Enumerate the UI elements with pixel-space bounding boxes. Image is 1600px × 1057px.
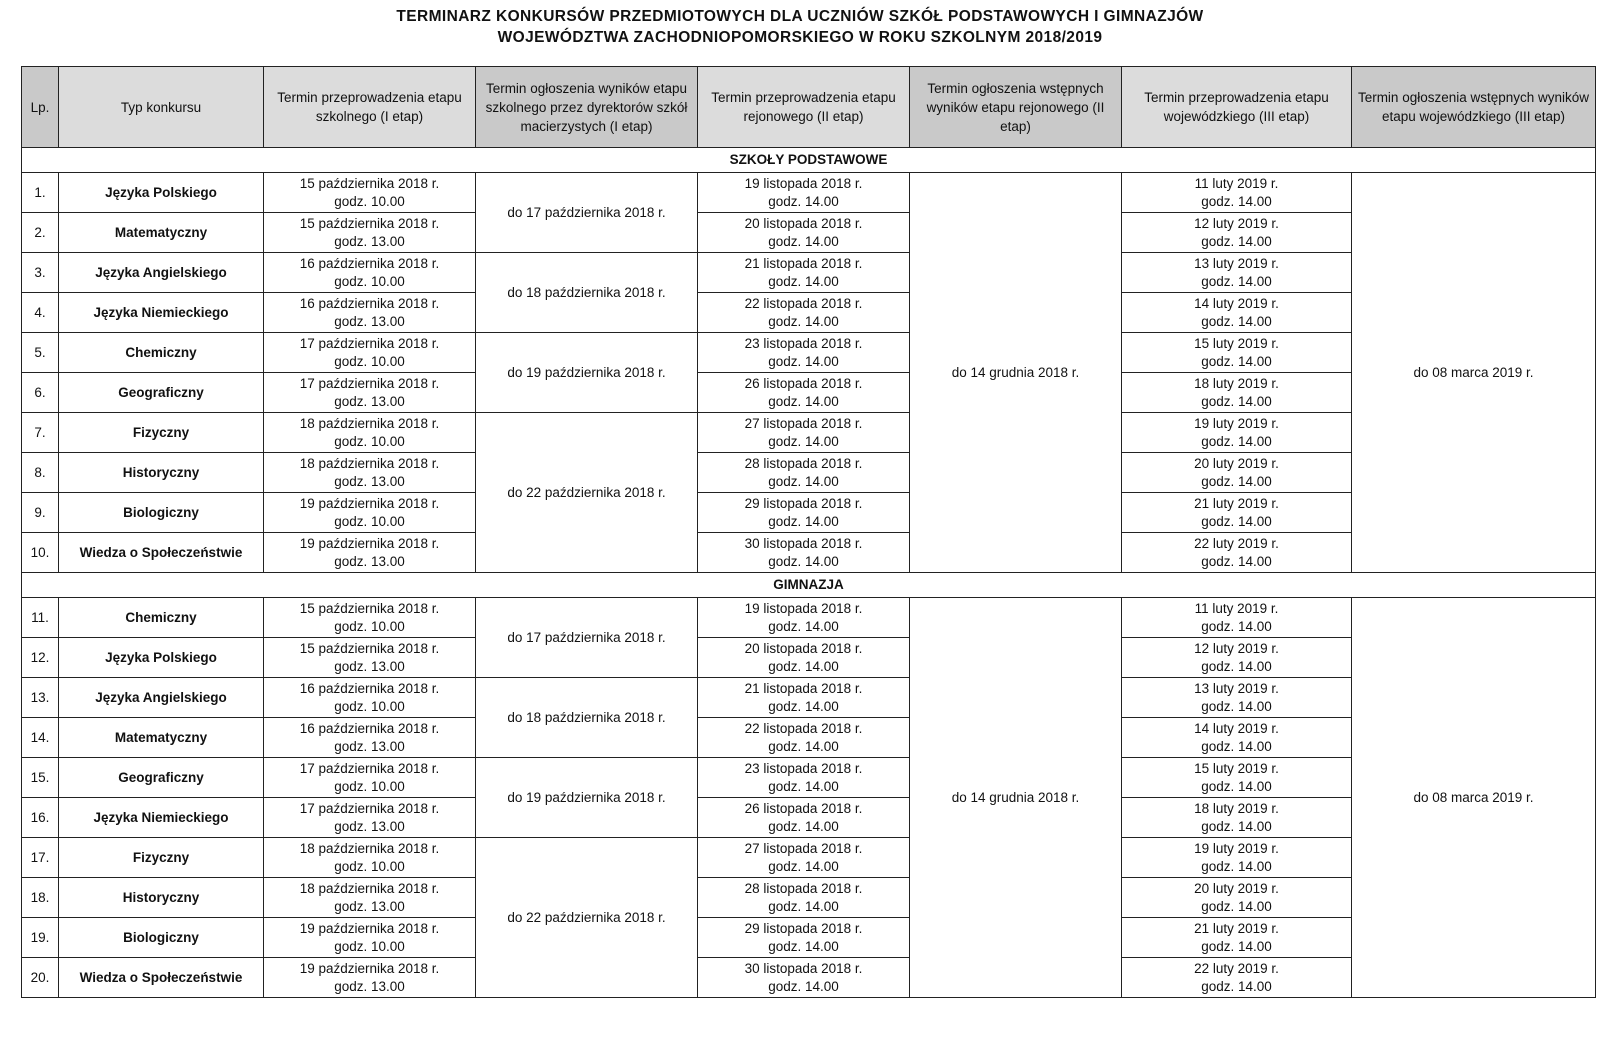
document-title: [0, 0, 1600, 48]
row-number: 20.: [22, 958, 59, 998]
competition-type: Fizyczny: [59, 838, 264, 878]
voivodeship-stage-date-line: godz. 14.00: [1201, 553, 1272, 569]
voivodeship-stage-date: [1122, 878, 1352, 918]
school-stage-date-line: godz. 10.00: [334, 698, 405, 714]
competition-type: Historyczny: [59, 878, 264, 918]
section-title: GIMNAZJA: [22, 573, 1596, 598]
competition-type: Chemiczny: [59, 333, 264, 373]
voivodeship-stage-date: [1122, 413, 1352, 453]
school-stage-date: [264, 373, 476, 413]
competition-type: Fizyczny: [59, 413, 264, 453]
regional-stage-date-line: godz. 14.00: [768, 233, 839, 249]
regional-stage-date-line: godz. 14.00: [768, 433, 839, 449]
school-stage-date-line: 17 października 2018 r.: [299, 760, 440, 776]
regional-stage-date-line: 22 listopada 2018 r.: [744, 720, 863, 736]
voivodeship-stage-date: [1122, 838, 1352, 878]
section-header-row: [22, 148, 1596, 173]
voivodeship-stage-date-line: godz. 14.00: [1201, 313, 1272, 329]
school-stage-results-date: do 19 października 2018 r.: [476, 758, 698, 838]
voivodeship-stage-date-line: 11 luty 2019 r.: [1194, 600, 1279, 616]
school-stage-date: [264, 958, 476, 998]
regional-stage-date-line: godz. 14.00: [768, 738, 839, 754]
competition-type: Historyczny: [59, 453, 264, 493]
voivodeship-stage-date-line: 19 luty 2019 r.: [1194, 415, 1279, 431]
regional-stage-date-line: godz. 14.00: [768, 898, 839, 914]
voivodeship-stage-date: [1122, 678, 1352, 718]
regional-stage-date-line: godz. 14.00: [768, 778, 839, 794]
school-stage-results-date: do 19 października 2018 r.: [476, 333, 698, 413]
school-stage-date: [264, 758, 476, 798]
school-stage-date-line: godz. 13.00: [334, 313, 405, 329]
regional-stage-date-line: 29 listopada 2018 r.: [744, 920, 863, 936]
voivodeship-stage-date: [1122, 533, 1352, 573]
school-stage-date-line: 18 października 2018 r.: [299, 880, 440, 896]
voivodeship-stage-date-line: godz. 14.00: [1201, 738, 1272, 754]
regional-stage-date: [698, 878, 910, 918]
regional-stage-date: [698, 213, 910, 253]
voivodeship-stage-date-line: godz. 14.00: [1201, 393, 1272, 409]
regional-stage-date: [698, 333, 910, 373]
row-number: 15.: [22, 758, 59, 798]
voivodeship-stage-date-line: 14 luty 2019 r.: [1194, 295, 1279, 311]
school-stage-date-line: godz. 10.00: [334, 513, 405, 529]
voivodeship-stage-date-line: godz. 14.00: [1201, 473, 1272, 489]
row-number: 13.: [22, 678, 59, 718]
school-stage-date: [264, 878, 476, 918]
school-stage-date-line: godz. 13.00: [334, 738, 405, 754]
voivodeship-results-date: do 08 marca 2019 r.: [1352, 598, 1596, 998]
voivodeship-stage-date-line: 15 luty 2019 r.: [1194, 760, 1279, 776]
regional-stage-date: [698, 173, 910, 213]
regional-stage-date-line: godz. 14.00: [768, 353, 839, 369]
regional-stage-date: [698, 638, 910, 678]
voivodeship-results-date: do 08 marca 2019 r.: [1352, 173, 1596, 573]
voivodeship-stage-date: [1122, 638, 1352, 678]
regional-stage-date-line: godz. 14.00: [768, 698, 839, 714]
regional-stage-date-line: godz. 14.00: [768, 313, 839, 329]
regional-stage-date-line: 23 listopada 2018 r.: [744, 760, 863, 776]
regional-stage-date-line: 19 listopada 2018 r.: [744, 175, 863, 191]
voivodeship-stage-date-line: godz. 14.00: [1201, 513, 1272, 529]
row-number: 8.: [22, 453, 59, 493]
school-stage-date-line: 18 października 2018 r.: [299, 455, 440, 471]
regional-stage-date-line: 21 listopada 2018 r.: [744, 680, 863, 696]
school-stage-date-line: 17 października 2018 r.: [299, 375, 440, 391]
competition-type: Języka Niemieckiego: [59, 798, 264, 838]
regional-stage-date: [698, 373, 910, 413]
school-stage-date-line: 17 października 2018 r.: [299, 800, 440, 816]
voivodeship-stage-date-line: 20 luty 2019 r.: [1194, 455, 1279, 471]
voivodeship-stage-date: [1122, 758, 1352, 798]
voivodeship-stage-date-line: 15 luty 2019 r.: [1194, 335, 1279, 351]
school-stage-date: [264, 173, 476, 213]
school-stage-date-line: 16 października 2018 r.: [299, 720, 440, 736]
regional-stage-date-line: godz. 14.00: [768, 938, 839, 954]
voivodeship-stage-date: [1122, 598, 1352, 638]
regional-stage-date: [698, 758, 910, 798]
table-row: [22, 173, 1596, 213]
header-etap3: Termin przeprowadzenia etapu wojewódzkiego (III etap): [1122, 67, 1352, 148]
regional-stage-date-line: 27 listopada 2018 r.: [744, 840, 863, 856]
competition-type: Biologiczny: [59, 918, 264, 958]
voivodeship-stage-date-line: 20 luty 2019 r.: [1194, 880, 1279, 896]
school-stage-date-line: 19 października 2018 r.: [299, 920, 440, 936]
voivodeship-stage-date-line: 18 luty 2019 r.: [1194, 800, 1279, 816]
school-stage-date: [264, 213, 476, 253]
regional-stage-date-line: 28 listopada 2018 r.: [744, 880, 863, 896]
school-stage-date: [264, 453, 476, 493]
school-stage-date: [264, 253, 476, 293]
regional-stage-date-line: 30 listopada 2018 r.: [744, 535, 863, 551]
school-stage-date-line: 16 października 2018 r.: [299, 295, 440, 311]
row-number: 11.: [22, 598, 59, 638]
voivodeship-stage-date: [1122, 253, 1352, 293]
voivodeship-stage-date-line: 22 luty 2019 r.: [1194, 960, 1279, 976]
regional-results-date: do 14 grudnia 2018 r.: [910, 598, 1122, 998]
competition-type: Matematyczny: [59, 213, 264, 253]
school-stage-date-line: godz. 13.00: [334, 233, 405, 249]
competition-type: Języka Niemieckiego: [59, 293, 264, 333]
title-line-2: WOJEWÓDZTWA ZACHODNIOPOMORSKIEGO W ROKU SZKOLNYM 2018/2019: [497, 29, 1103, 46]
regional-stage-date-line: 23 listopada 2018 r.: [744, 335, 863, 351]
school-stage-date-line: 17 października 2018 r.: [299, 335, 440, 351]
school-stage-results-date: do 17 października 2018 r.: [476, 173, 698, 253]
header-etap1: Termin przeprowadzenia etapu szkolnego (I etap): [264, 67, 476, 148]
school-stage-date-line: 18 października 2018 r.: [299, 415, 440, 431]
regional-stage-date-line: godz. 14.00: [768, 553, 839, 569]
voivodeship-stage-date-line: godz. 14.00: [1201, 938, 1272, 954]
school-stage-date: [264, 838, 476, 878]
regional-stage-date-line: godz. 14.00: [768, 393, 839, 409]
school-stage-date-line: 16 października 2018 r.: [299, 680, 440, 696]
section-header-row: [22, 573, 1596, 598]
voivodeship-stage-date-line: 18 luty 2019 r.: [1194, 375, 1279, 391]
school-stage-date-line: 15 października 2018 r.: [299, 175, 440, 191]
school-stage-date-line: 15 października 2018 r.: [299, 215, 440, 231]
regional-stage-date-line: godz. 14.00: [768, 273, 839, 289]
header-lp: Lp.: [22, 67, 59, 148]
title-line-1: TERMINARZ KONKURSÓW PRZEDMIOTOWYCH DLA UCZNIÓW SZKÓŁ PODSTAWOWYCH I GIMNAZJÓW: [396, 8, 1204, 25]
school-stage-results-date: do 17 października 2018 r.: [476, 598, 698, 678]
regional-stage-date: [698, 293, 910, 333]
school-stage-date-line: godz. 13.00: [334, 473, 405, 489]
regional-stage-date-line: 20 listopada 2018 r.: [744, 640, 863, 656]
voivodeship-stage-date: [1122, 798, 1352, 838]
regional-stage-date: [698, 958, 910, 998]
voivodeship-stage-date: [1122, 333, 1352, 373]
regional-stage-date: [698, 798, 910, 838]
voivodeship-stage-date-line: 13 luty 2019 r.: [1194, 680, 1279, 696]
regional-stage-date: [698, 838, 910, 878]
competition-type: Języka Angielskiego: [59, 253, 264, 293]
section-title: SZKOŁY PODSTAWOWE: [22, 148, 1596, 173]
regional-stage-date-line: 22 listopada 2018 r.: [744, 295, 863, 311]
voivodeship-stage-date-line: 12 luty 2019 r.: [1194, 640, 1279, 656]
voivodeship-stage-date-line: 11 luty 2019 r.: [1194, 175, 1279, 191]
school-stage-date-line: godz. 13.00: [334, 393, 405, 409]
voivodeship-stage-date-line: godz. 14.00: [1201, 433, 1272, 449]
regional-stage-date-line: 26 listopada 2018 r.: [744, 375, 863, 391]
regional-stage-date: [698, 918, 910, 958]
school-stage-date: [264, 333, 476, 373]
voivodeship-stage-date-line: godz. 14.00: [1201, 898, 1272, 914]
regional-stage-date-line: 21 listopada 2018 r.: [744, 255, 863, 271]
voivodeship-stage-date-line: godz. 14.00: [1201, 353, 1272, 369]
school-stage-date: [264, 533, 476, 573]
school-stage-date: [264, 798, 476, 838]
competition-type: Geograficzny: [59, 373, 264, 413]
school-stage-date-line: 19 października 2018 r.: [299, 495, 440, 511]
competition-type: Wiedza o Społeczeństwie: [59, 533, 264, 573]
header-row: [22, 67, 1596, 148]
regional-stage-date: [698, 413, 910, 453]
voivodeship-stage-date-line: 21 luty 2019 r.: [1194, 920, 1279, 936]
school-stage-date-line: godz. 10.00: [334, 193, 405, 209]
school-stage-date-line: 19 października 2018 r.: [299, 960, 440, 976]
voivodeship-stage-date-line: godz. 14.00: [1201, 858, 1272, 874]
regional-stage-date-line: godz. 14.00: [768, 818, 839, 834]
regional-stage-date-line: godz. 14.00: [768, 513, 839, 529]
regional-stage-date-line: 28 listopada 2018 r.: [744, 455, 863, 471]
school-stage-date: [264, 678, 476, 718]
regional-stage-date: [698, 598, 910, 638]
voivodeship-stage-date: [1122, 958, 1352, 998]
row-number: 7.: [22, 413, 59, 453]
competition-type: Biologiczny: [59, 493, 264, 533]
row-number: 17.: [22, 838, 59, 878]
regional-stage-date: [698, 718, 910, 758]
competition-type: Języka Angielskiego: [59, 678, 264, 718]
header-typ: Typ konkursu: [59, 67, 264, 148]
voivodeship-stage-date-line: godz. 14.00: [1201, 273, 1272, 289]
school-stage-date-line: 16 października 2018 r.: [299, 255, 440, 271]
row-number: 10.: [22, 533, 59, 573]
competition-type: Matematyczny: [59, 718, 264, 758]
voivodeship-stage-date-line: godz. 14.00: [1201, 698, 1272, 714]
voivodeship-stage-date-line: 19 luty 2019 r.: [1194, 840, 1279, 856]
school-stage-date-line: godz. 10.00: [334, 273, 405, 289]
header-wyniki3: Termin ogłoszenia wstępnych wyników etapu wojewódzkiego (III etap): [1352, 67, 1596, 148]
regional-stage-date: [698, 678, 910, 718]
row-number: 4.: [22, 293, 59, 333]
school-stage-date-line: godz. 13.00: [334, 658, 405, 674]
competition-type: Chemiczny: [59, 598, 264, 638]
voivodeship-stage-date: [1122, 173, 1352, 213]
voivodeship-stage-date: [1122, 213, 1352, 253]
voivodeship-stage-date: [1122, 718, 1352, 758]
school-stage-date-line: 18 października 2018 r.: [299, 840, 440, 856]
header-etap2: Termin przeprowadzenia etapu rejonowego (II etap): [698, 67, 910, 148]
regional-stage-date-line: godz. 14.00: [768, 658, 839, 674]
school-stage-date-line: godz. 13.00: [334, 553, 405, 569]
row-number: 12.: [22, 638, 59, 678]
voivodeship-stage-date-line: 21 luty 2019 r.: [1194, 495, 1279, 511]
voivodeship-stage-date-line: godz. 14.00: [1201, 233, 1272, 249]
competition-type: Języka Polskiego: [59, 638, 264, 678]
voivodeship-stage-date: [1122, 918, 1352, 958]
regional-results-date: do 14 grudnia 2018 r.: [910, 173, 1122, 573]
voivodeship-stage-date: [1122, 493, 1352, 533]
schedule-table: [21, 66, 1596, 998]
regional-stage-date: [698, 533, 910, 573]
voivodeship-stage-date-line: 22 luty 2019 r.: [1194, 535, 1279, 551]
regional-stage-date-line: godz. 14.00: [768, 858, 839, 874]
school-stage-date-line: godz. 10.00: [334, 353, 405, 369]
regional-stage-date-line: 19 listopada 2018 r.: [744, 600, 863, 616]
competition-type: Języka Polskiego: [59, 173, 264, 213]
table-row: [22, 598, 1596, 638]
school-stage-results-date: do 18 października 2018 r.: [476, 678, 698, 758]
school-stage-date-line: godz. 13.00: [334, 818, 405, 834]
voivodeship-stage-date: [1122, 373, 1352, 413]
voivodeship-stage-date-line: 12 luty 2019 r.: [1194, 215, 1279, 231]
row-number: 5.: [22, 333, 59, 373]
row-number: 1.: [22, 173, 59, 213]
voivodeship-stage-date-line: godz. 14.00: [1201, 818, 1272, 834]
regional-stage-date: [698, 453, 910, 493]
row-number: 6.: [22, 373, 59, 413]
school-stage-date: [264, 718, 476, 758]
school-stage-date-line: 15 października 2018 r.: [299, 640, 440, 656]
school-stage-date-line: godz. 13.00: [334, 978, 405, 994]
header-wyniki1: Termin ogłoszenia wyników etapu szkolnego przez dyrektorów szkół macierzystych (I etap): [476, 67, 698, 148]
school-stage-results-date: do 18 października 2018 r.: [476, 253, 698, 333]
regional-stage-date-line: 30 listopada 2018 r.: [744, 960, 863, 976]
voivodeship-stage-date-line: godz. 14.00: [1201, 978, 1272, 994]
voivodeship-stage-date-line: godz. 14.00: [1201, 193, 1272, 209]
school-stage-date-line: godz. 10.00: [334, 858, 405, 874]
school-stage-date-line: godz. 13.00: [334, 898, 405, 914]
school-stage-results-date: do 22 października 2018 r.: [476, 413, 698, 573]
regional-stage-date-line: godz. 14.00: [768, 193, 839, 209]
school-stage-date: [264, 598, 476, 638]
voivodeship-stage-date: [1122, 453, 1352, 493]
regional-stage-date-line: 29 listopada 2018 r.: [744, 495, 863, 511]
school-stage-date-line: godz. 10.00: [334, 618, 405, 634]
header-wyniki2: Termin ogłoszenia wstępnych wyników etapu rejonowego (II etap): [910, 67, 1122, 148]
row-number: 19.: [22, 918, 59, 958]
voivodeship-stage-date: [1122, 293, 1352, 333]
row-number: 16.: [22, 798, 59, 838]
regional-stage-date-line: 26 listopada 2018 r.: [744, 800, 863, 816]
school-stage-date-line: godz. 10.00: [334, 433, 405, 449]
school-stage-date: [264, 293, 476, 333]
regional-stage-date-line: godz. 14.00: [768, 618, 839, 634]
competition-type: Geograficzny: [59, 758, 264, 798]
voivodeship-stage-date-line: godz. 14.00: [1201, 778, 1272, 794]
voivodeship-stage-date-line: godz. 14.00: [1201, 658, 1272, 674]
row-number: 9.: [22, 493, 59, 533]
regional-stage-date: [698, 253, 910, 293]
row-number: 2.: [22, 213, 59, 253]
school-stage-date-line: 19 października 2018 r.: [299, 535, 440, 551]
school-stage-results-date: do 22 października 2018 r.: [476, 838, 698, 998]
regional-stage-date-line: 20 listopada 2018 r.: [744, 215, 863, 231]
regional-stage-date-line: godz. 14.00: [768, 978, 839, 994]
school-stage-date: [264, 493, 476, 533]
row-number: 3.: [22, 253, 59, 293]
school-stage-date-line: 15 października 2018 r.: [299, 600, 440, 616]
school-stage-date: [264, 918, 476, 958]
row-number: 14.: [22, 718, 59, 758]
competition-type: Wiedza o Społeczeństwie: [59, 958, 264, 998]
regional-stage-date-line: godz. 14.00: [768, 473, 839, 489]
table-body: [22, 148, 1596, 998]
school-stage-date: [264, 413, 476, 453]
school-stage-date-line: godz. 10.00: [334, 778, 405, 794]
school-stage-date-line: godz. 10.00: [334, 938, 405, 954]
voivodeship-stage-date-line: 14 luty 2019 r.: [1194, 720, 1279, 736]
regional-stage-date: [698, 493, 910, 533]
voivodeship-stage-date-line: godz. 14.00: [1201, 618, 1272, 634]
school-stage-date: [264, 638, 476, 678]
row-number: 18.: [22, 878, 59, 918]
regional-stage-date-line: 27 listopada 2018 r.: [744, 415, 863, 431]
voivodeship-stage-date-line: 13 luty 2019 r.: [1194, 255, 1279, 271]
